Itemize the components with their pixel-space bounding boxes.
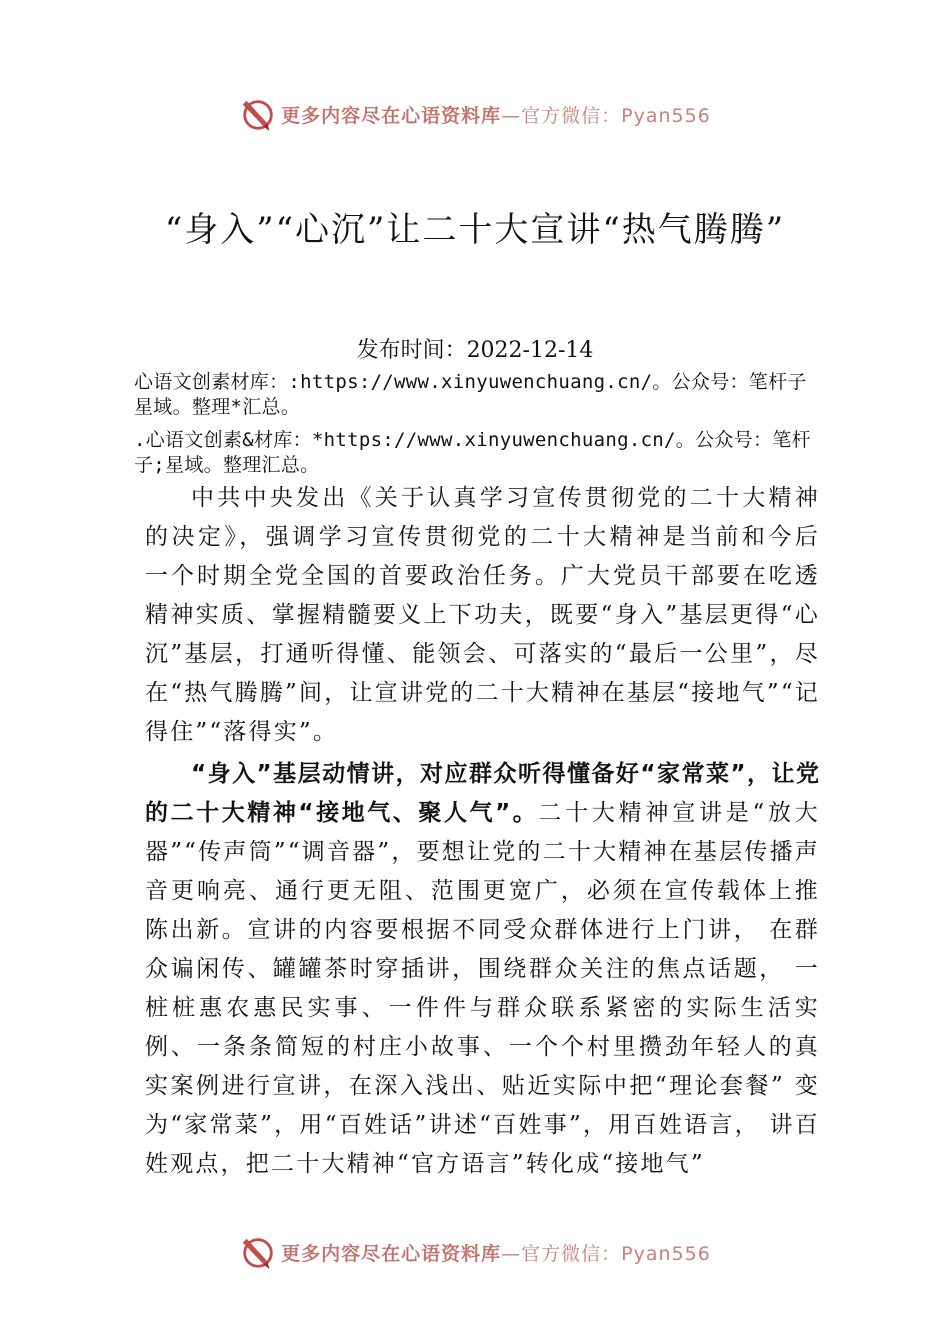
watermark-text: 更多内容尽在心语资料库—官方微信：Pyan556 [281, 1242, 711, 1265]
body-paragraph-2 [145, 755, 820, 1184]
article-title: “身入”“心沉”让二十大宣讲“热气腾腾” [164, 210, 786, 250]
paragraph-lead-sentence: “身入”基层动情讲，对应群众听得懂备好“家常菜”，让党的二十大精神“接地气、聚人气”。 [145, 761, 820, 826]
source-line-1: 心语文创素材库：:https://www.xinyuwenchuang.cn/。公众号：笔杆子星域。整理*汇总。 [134, 371, 807, 418]
watermark-text: 更多内容尽在心语资料库—官方微信：Pyan556 [281, 104, 711, 127]
pen-logo-icon [239, 95, 277, 133]
publish-time: 发布时间：2022-12-14 [356, 338, 594, 363]
watermark-banner-top [0, 94, 950, 134]
pen-logo-icon [239, 1233, 277, 1271]
watermark-banner-bottom [0, 1232, 950, 1272]
body-paragraph-1: 中共中央发出《关于认真学习宣传贯彻党的二十大精神的决定》，强调学习宣传贯彻党的二十大精神是当前和今后 一个时期全党全国的首要政治任务。广大党员干部要在吃透精神实质、掌握精髓要义上下功夫，既要“身入”基层更得“心沉”基层，打通听得懂、能领会、可落实的“最后一公里”，尽在“热气腾腾”间，让宣讲党的二十大精神在基层“接地气”“记得住”“落得实”。 [145, 485, 820, 745]
source-line-2: .心语文创素&材库：*https://www.xinyuwenchuang.cn/。公众号：笔杆子;星域。整理汇总。 [134, 429, 811, 476]
paragraph-body-text: 二十大精神宣讲是“放大器”“传声筒”“调音器”，要想让党的二十大精神在基层传播声音更响亮、通行更无阻、范围更宽广，必须在宣传载体上推陈出新。宣讲的内容要根据不同受众群体进行上门讲， 在群众谝闲传、罐罐茶时穿插讲，围绕群众关注的焦点话题， 一桩桩惠农惠民实事、一件件与群众联系紧密的实际生活实例、一条条简短的村庄小故事、一个个村里攒劲年轻人的真实案例进行宣讲，在深入浅出、贴近实际中把“理论套餐” 变为“家常菜”，用“百姓话”讲述“百姓事”，用百姓语言， 讲百姓观点，把二十大精神“官方语言”转化成“接地气” [145, 800, 820, 1177]
